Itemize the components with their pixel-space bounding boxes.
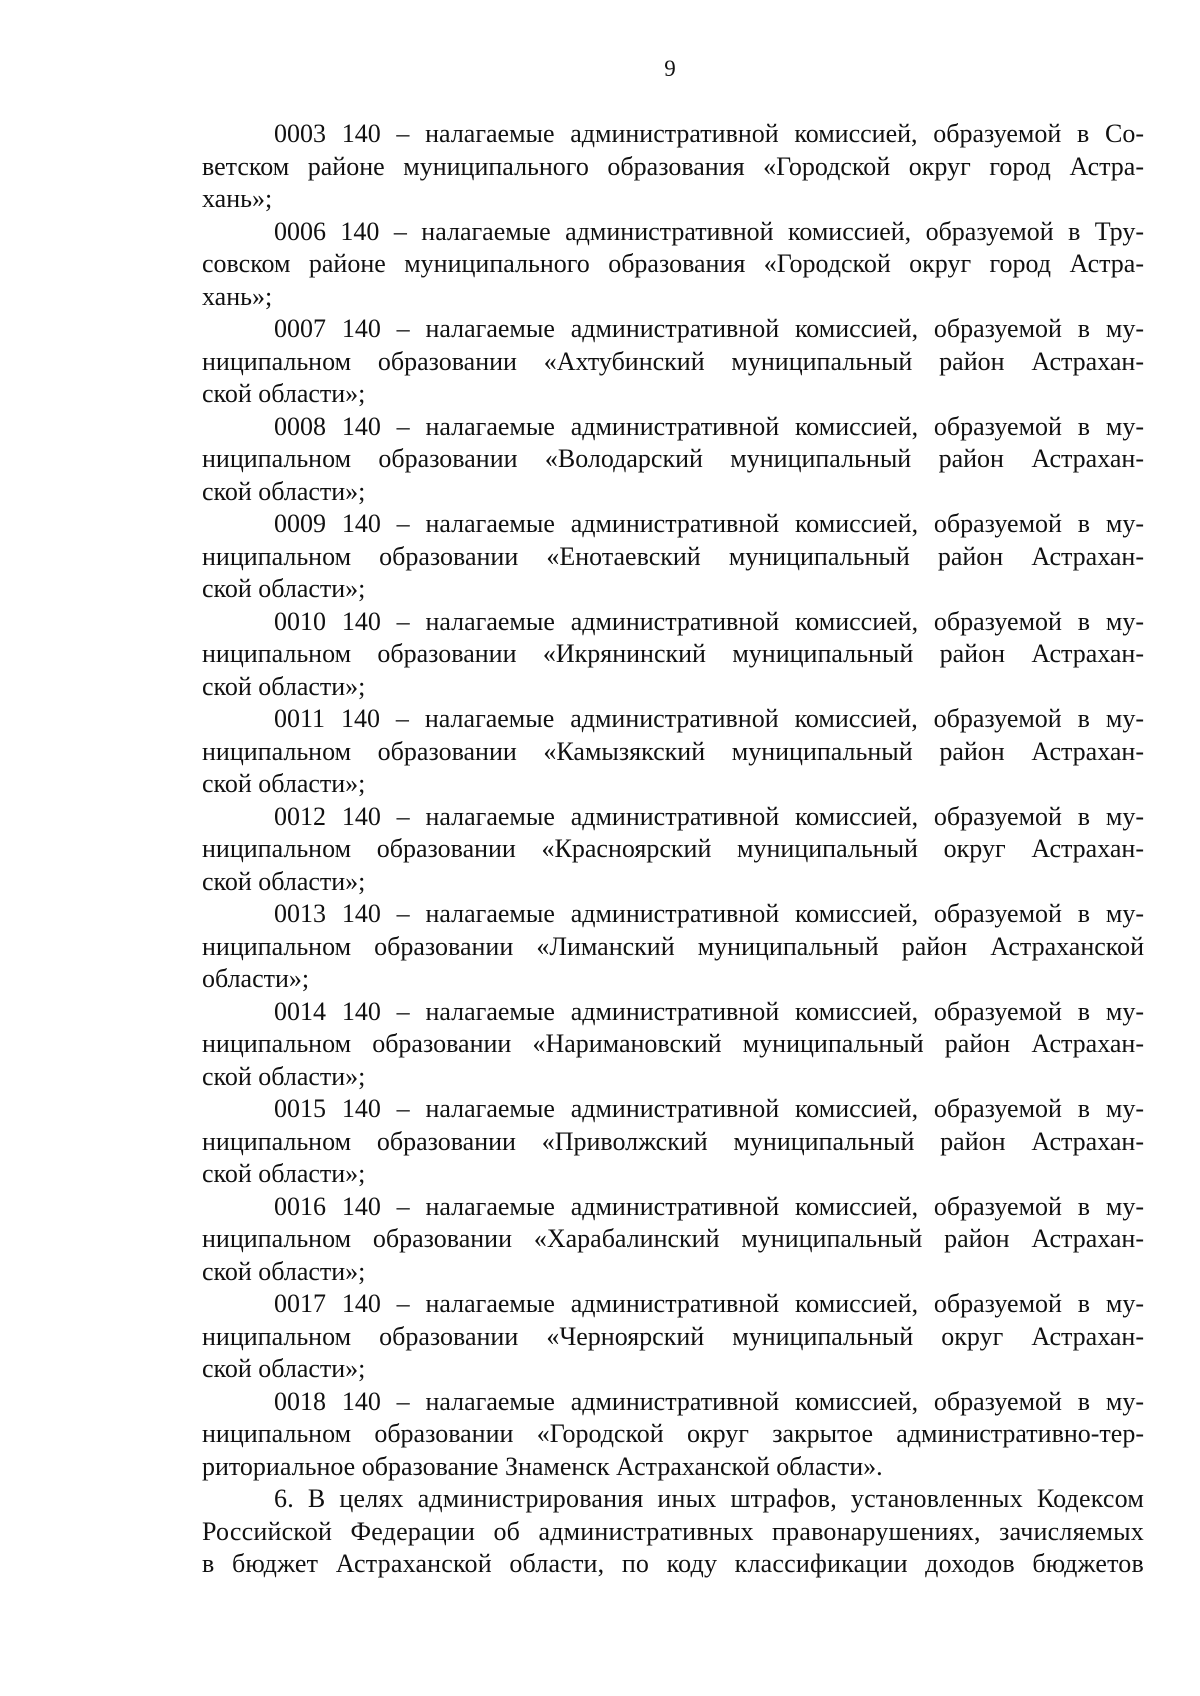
text-line: ской области»; bbox=[202, 769, 366, 798]
text-line: 0016 140 – налагаемые административной комиссией, образуемой в му- bbox=[274, 1191, 1144, 1221]
paragraph-code-0012 bbox=[202, 801, 1144, 899]
paragraph-code-0003 bbox=[202, 118, 1144, 216]
text-line: ской области»; bbox=[202, 1256, 366, 1286]
text-line: 0014 140 – налагаемые административной комиссией, образуемой в му- bbox=[274, 996, 1144, 1026]
text-line: 0009 140 – налагаемые административной комиссией, образуемой в му- bbox=[274, 509, 1144, 538]
text-line: ской области»; bbox=[202, 379, 366, 408]
text-line: 0013 140 – налагаемые административной комиссией, образуемой в му- bbox=[274, 899, 1144, 928]
paragraph-code-0009 bbox=[202, 508, 1144, 606]
page-number: 9 bbox=[664, 56, 676, 81]
text-line: 0008 140 – налагаемые административной комиссией, образуемой в му- bbox=[274, 411, 1144, 441]
text-line: ской области»; bbox=[202, 476, 366, 506]
text-line: 0006 140 – налагаемые административной комиссией, образуемой в Тру- bbox=[274, 216, 1144, 246]
text-line: ской области»; bbox=[202, 866, 366, 896]
paragraph-code-0011 bbox=[202, 703, 1144, 801]
paragraph-code-0006 bbox=[202, 216, 1144, 314]
paragraph-code-0013 bbox=[202, 898, 1144, 996]
paragraph-item-6 bbox=[202, 1483, 1144, 1581]
text-line: ниципальном образовании «Черноярский муниципальный округ Астрахан- bbox=[202, 1321, 1144, 1351]
text-line: ниципальном образовании «Красноярский муниципальный округ Астрахан- bbox=[202, 834, 1144, 863]
text-line: ниципальном образовании «Городской округ закрытое административно-тер- bbox=[202, 1419, 1144, 1448]
text-line: 0011 140 – налагаемые административной комиссией, образуемой в му- bbox=[274, 704, 1144, 733]
text-line: ниципальном образовании «Приволжский муниципальный район Астрахан- bbox=[202, 1126, 1144, 1156]
document-body bbox=[202, 118, 1144, 1581]
text-line: ниципальном образовании «Камызякский муниципальный район Астрахан- bbox=[202, 736, 1144, 766]
text-line: ской области»; bbox=[202, 1159, 366, 1188]
text-line: 0017 140 – налагаемые административной комиссией, образуемой в му- bbox=[274, 1289, 1144, 1318]
text-line: 6. В целях администрирования иных штрафов, установленных Кодексом bbox=[274, 1484, 1144, 1513]
text-line: 0015 140 – налагаемые административной комиссией, образуемой в му- bbox=[274, 1094, 1144, 1123]
text-line: хань»; bbox=[202, 281, 273, 311]
text-line: 0010 140 – налагаемые административной комиссией, образуемой в му- bbox=[274, 606, 1144, 636]
paragraph-code-0008 bbox=[202, 411, 1144, 509]
paragraph-code-0007 bbox=[202, 313, 1144, 411]
text-line: 0003 140 – налагаемые административной комиссией, образуемой в Со- bbox=[274, 119, 1144, 148]
text-line: ниципальном образовании «Ахтубинский муниципальный район Астрахан- bbox=[202, 346, 1144, 376]
text-line: совском районе муниципального образования «Городской округ город Астра- bbox=[202, 249, 1144, 278]
text-line: ниципальном образовании «Володарский муниципальный район Астрахан- bbox=[202, 444, 1144, 473]
text-line: 0007 140 – налагаемые административной комиссией, образуемой в му- bbox=[274, 314, 1144, 343]
text-line: риториальное образование Знаменск Астраханской области». bbox=[202, 1451, 883, 1481]
paragraph-code-0018 bbox=[202, 1386, 1144, 1484]
text-line: ниципальном образовании «Харабалинский муниципальный район Астрахан- bbox=[202, 1224, 1144, 1253]
text-line: ветском районе муниципального образования «Городской округ город Астра- bbox=[202, 151, 1144, 181]
text-line: 0012 140 – налагаемые административной комиссией, образуемой в му- bbox=[274, 801, 1144, 831]
text-line: ниципальном образовании «Енотаевский муниципальный район Астрахан- bbox=[202, 541, 1144, 571]
text-line: ской области»; bbox=[202, 1354, 366, 1383]
paragraph-code-0016 bbox=[202, 1191, 1144, 1289]
text-line: ской области»; bbox=[202, 574, 366, 603]
paragraph-code-0017 bbox=[202, 1288, 1144, 1386]
text-line: хань»; bbox=[202, 184, 273, 213]
text-line: ской области»; bbox=[202, 1061, 366, 1091]
text-line: области»; bbox=[202, 964, 310, 993]
text-line: ской области»; bbox=[202, 671, 366, 701]
text-line: ниципальном образовании «Лиманский муниципальный район Астраханской bbox=[202, 931, 1144, 961]
paragraph-code-0010 bbox=[202, 606, 1144, 704]
paragraph-code-0015 bbox=[202, 1093, 1144, 1191]
text-line: Российской Федерации об административных правонарушениях, зачисляемых bbox=[202, 1516, 1144, 1546]
paragraph-code-0014 bbox=[202, 996, 1144, 1094]
text-line: 0018 140 – налагаемые административной комиссией, образуемой в му- bbox=[274, 1386, 1144, 1416]
text-line: ниципальном образовании «Наримановский муниципальный район Астрахан- bbox=[202, 1029, 1144, 1058]
text-line: ниципальном образовании «Икрянинский муниципальный район Астрахан- bbox=[202, 639, 1144, 668]
text-line: в бюджет Астраханской области, по коду классификации доходов бюджетов bbox=[202, 1549, 1144, 1578]
